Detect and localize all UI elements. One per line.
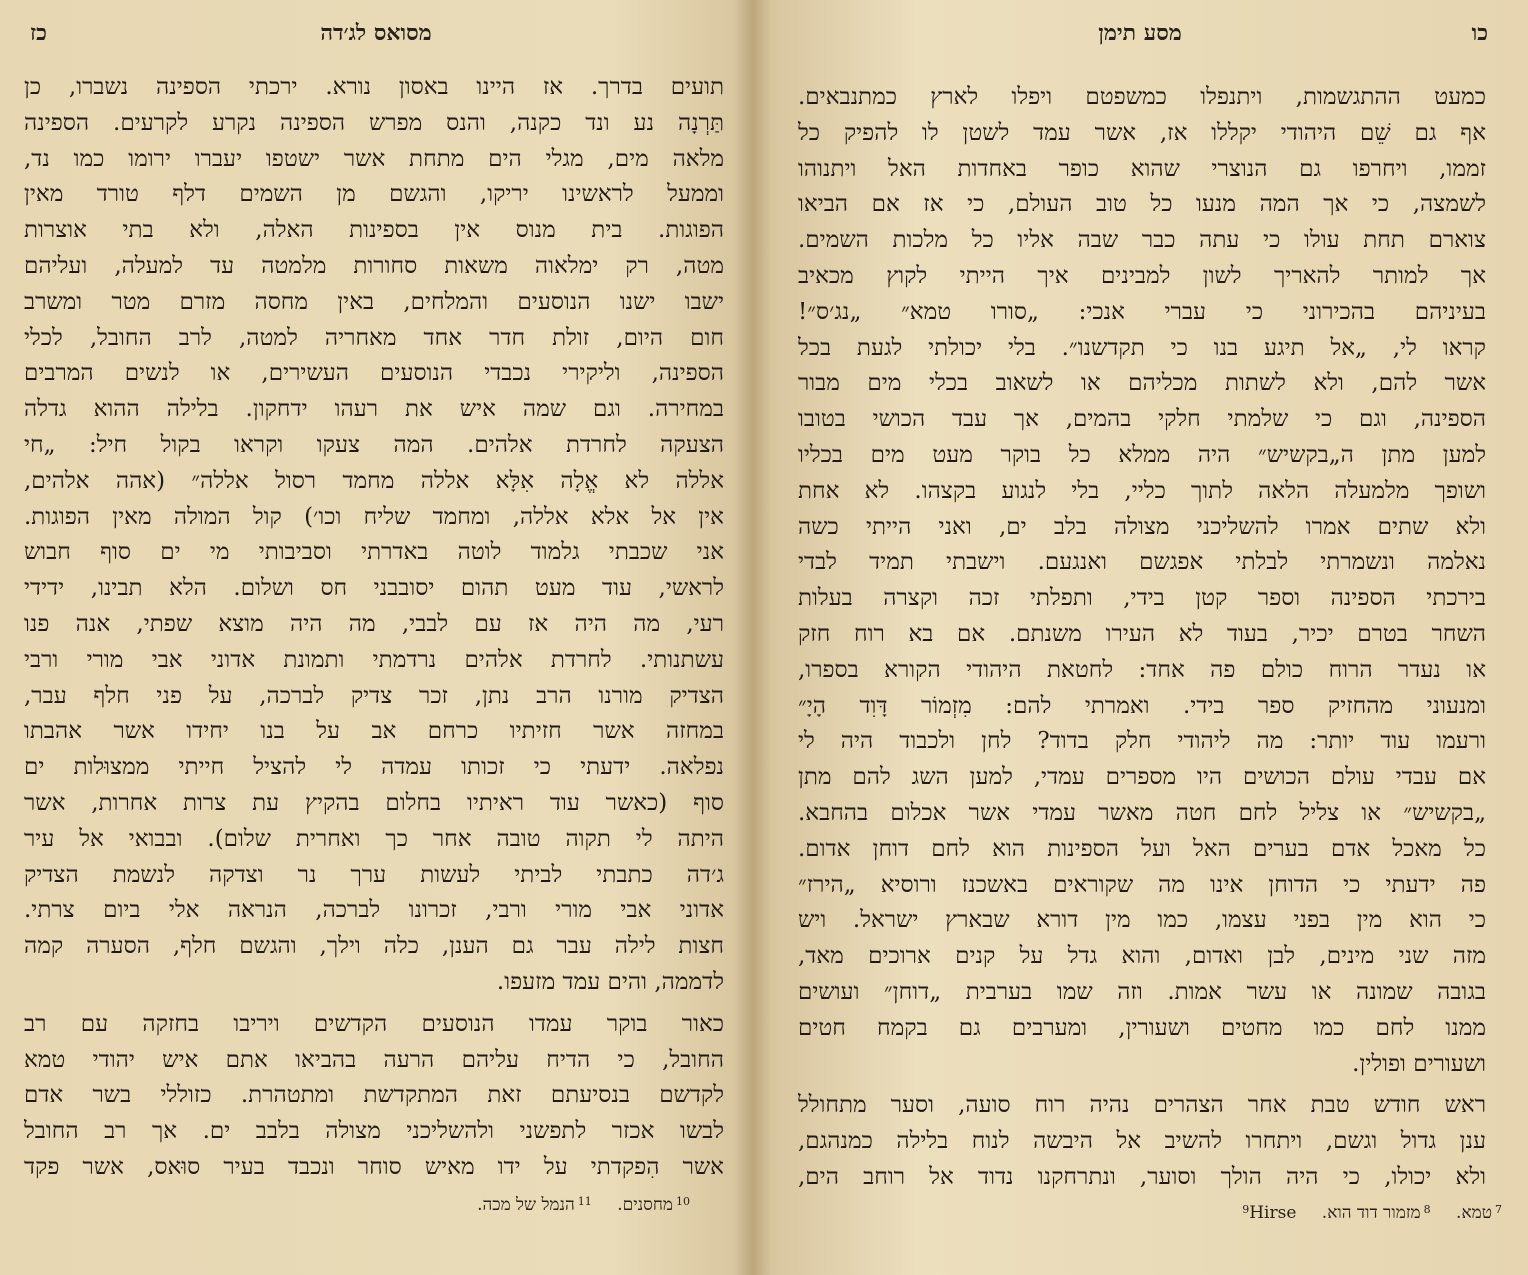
text-line: ושופך מלמעלה הלאה לתוך כליי, בלי לנגוע בקצהו. לא אחת bbox=[798, 477, 1486, 504]
text-line: היתה לי תקוה טובה אחר כך ואחרית שלום). ובבואי אל עיר bbox=[24, 825, 724, 852]
text-line: מזה שני מינים, לבן ואדום, והוא גדל על קנים ארוכים מאד, bbox=[798, 943, 1486, 970]
text-line: בגובה שמונה או עשר אמות. וזה שמו בערבית „דוחן״ ועושים bbox=[798, 978, 1486, 1005]
left-page-body bbox=[24, 70, 724, 1186]
right-page-header bbox=[792, 20, 1488, 60]
text-line: כמעט ההתגשמות, ויתנפלו כמשפטם ויפלו לארץ כמתנבאים. bbox=[798, 84, 1486, 110]
text-line: הצעקה לחרדת אלהים. המה צעקו וקראו בקול חיל: „חי bbox=[24, 431, 724, 458]
text-line: קראו לי, „אל תיגע בנו כי תקדשנו״. בלי יכולתי לגעת בכל bbox=[798, 334, 1486, 361]
text-line: זממו, ויחרפו גם הנוצרי שהוא כופר באחדות האל ויתנוהו bbox=[798, 155, 1486, 182]
text-line: מטה, רק ימלאוה משאות סחורות מלמטה עד למעלה, ועליהם bbox=[24, 252, 724, 279]
text-line: הצדיק מורנו הרב נתן, זכר צדיק לברכה, על פני חלף עבר, bbox=[24, 682, 724, 709]
text-line: מלאה מים, מגלי הים מתחת אשר ישטפו יעברו ירומו כמו נד, bbox=[24, 145, 724, 172]
text-line: אשר להם, ולא לשתות מכליהם או לשאוב בכלי מים מבור bbox=[798, 370, 1486, 397]
text-line: או נעדר הרוח כולם פה אחד: לחטאת היהודי הקורא בספרו, bbox=[798, 656, 1486, 683]
footnotes bbox=[852, 1203, 1502, 1223]
footnote: $^9$Hirse bbox=[1242, 1203, 1297, 1223]
text-line: אם עבדי עולם הכושים היו מספרים עמדי, למען השג להם מתן bbox=[798, 764, 1486, 791]
text-line: ענן גדול וגשם, ויתחרו להשיב אל היבשה לנוח בלילה כמנהגם, bbox=[798, 1128, 1486, 1155]
text-line: לדממה, והים עמד מזעפו. bbox=[496, 968, 724, 995]
text-line: צוארם תחת עולו כי עתה כבר שבה אליו כל מלכות השמים. bbox=[798, 227, 1486, 254]
text-line: ושעורים ופולין. bbox=[1352, 1050, 1486, 1077]
text-line: לבשו אכזר לתפשני ולהשליכני מצולה בלבב ים. אך רב החובל bbox=[24, 1118, 724, 1145]
footnote: $^7$טמא. bbox=[1456, 1203, 1502, 1223]
left-page-header bbox=[30, 20, 722, 60]
text-line: אף גם שֵׁם היהודי יקללו אז, אשר עמד לשטן לו להפיק כל bbox=[798, 119, 1486, 146]
text-line: חום היום, זולת חדר אחד מאחריה למטה, לרב החובל, לכלי bbox=[24, 324, 724, 351]
left-page bbox=[0, 0, 752, 1275]
text-line: אללה לא אֱלָה אִלָּא אללה מחמד רסול אללה״ (אהה אלהים, bbox=[24, 467, 724, 494]
text-line: לקדשם בנסיעתם זאת המתקדשת ומתטהרת. כזוללי בשר אדם bbox=[24, 1082, 724, 1109]
text-line: ורעמו עוד יותר: מה ליהודי חלק בדוד? לחן ולכבוד היה לי bbox=[798, 728, 1486, 755]
text-line: תועים בדרך. אז היינו באסון נורא. ירכתי הספינה נשברו, כן bbox=[24, 74, 724, 100]
text-line: למען מתן ה„בקשיש״ היה ממלא כל בוקר מעט מים בכליו bbox=[798, 441, 1486, 468]
text-line: נאלמה ונשמרתי לבלתי אפגשם ואנגעם. וישבתי תמיד לבדי bbox=[798, 549, 1486, 576]
right-page bbox=[752, 0, 1528, 1275]
text-line: ישבו ישנו הנוסעים והמלחים, באין מחסה מזרם מטר ומשרב bbox=[24, 288, 724, 315]
right-page-body bbox=[798, 80, 1486, 1196]
text-line: נפלאה. ידעתי כי זכותו עמדה לי להציל חייתי ממצוּלות ים bbox=[24, 754, 724, 781]
text-line: רעי, מה היה אז עם לבבי, מה היה מוצא שפתי, אנה פנו bbox=[24, 610, 724, 637]
text-line: הספינה, וגם כי שלמתי חלקי בהמים, אך עבד הכושי בטובו bbox=[798, 406, 1486, 433]
text-line: לראשי, עוד מעט תהום יסובבני חס ושלום. הלא תבינו, ידידי bbox=[24, 575, 724, 602]
page-number: כז bbox=[30, 20, 47, 46]
text-line: ולא יכולו, כי היה הולך וסוער, ונתרחקנו נדוד אל רוחב הים, bbox=[798, 1163, 1486, 1190]
text-line: בירכתי הספינה וספר קטן בידי, ותפלתי זכה וקצרה בעלות bbox=[798, 585, 1486, 612]
text-line: „בקשיש״ או צליל לחם חטה מאשר עמדי אשר אכלום בהחבא. bbox=[798, 799, 1486, 826]
text-line: אשר הִפקדתי על ידו מאיש סוחר ונכבד בעיר סוּאס, אשר פקד bbox=[24, 1153, 724, 1180]
text-line: כאור בוקר עמדו הנוסעים הקדשים ויריבו בחזקה עם רב bbox=[24, 1010, 724, 1037]
text-line: במחירה. וגם שמה איש את רעהו ידחקון. בלילה ההוא גדלה bbox=[24, 396, 724, 423]
text-line: אדוני אבי מורי ורבי, זכרונו לברכה, הנראה אלי ביום צרתי. bbox=[24, 897, 724, 924]
text-line: תַּרְנָה נע ונד כקנה, והנס מפרש הספינה נקרע לקרעים. הספינה bbox=[24, 109, 724, 136]
running-title: מסע תימן bbox=[1098, 20, 1182, 46]
footnote: $^{10}$מחסנים. bbox=[617, 1195, 690, 1215]
text-line: אך למותר להאריך לשון למבינים איך הייתי לקוץ מכאיב bbox=[798, 262, 1486, 289]
text-line: פה ידעתי כי הדוחן אינו מה שקוראים באשכנז ורוסיא „הירז״ bbox=[798, 871, 1486, 898]
footnote: $^8$מזמור דוד הוא. bbox=[1321, 1203, 1431, 1223]
text-line: עשתנותי. לחרדת אלהים נרדמתי ותמונת אדוני אבי מורי ורבי bbox=[24, 646, 724, 673]
text-line: במחזה אשר חזיתיו כרחם אב על בנו יחידו אשר אהבתו bbox=[24, 718, 724, 745]
text-line: ראש חודש טבת אחר הצהרים נהיה רוח סועה, וסער מתחולל bbox=[798, 1092, 1486, 1119]
text-line: ולא שתים אמרו להשליכני מצולה בלב ים, ואני הייתי כשה bbox=[798, 513, 1486, 540]
text-line: ממנו לחם כמו מחטים ושעורין, ומערבים גם בקמח חטים bbox=[798, 1014, 1486, 1041]
text-line: חצות לילה עבר גם הענן, כלה וילך, והגשם חלף, הסערה קמה bbox=[24, 933, 724, 960]
text-line: הפוגות. בית מנוס אין בספינות האלה, ולא בתי אוצרות bbox=[24, 217, 724, 244]
text-line: הספינה, וליקירי נכבדי הנוסעים העשירים, או לנשים המרבים bbox=[24, 360, 724, 387]
text-line: בעיניהם בהכירוני כי עברי אנכי: „סורו טמא״ „נג׳ס״! bbox=[798, 298, 1486, 325]
text-line: וממעל לראשינו יריקו, והגשם מן השמים דלף טורד מאין bbox=[24, 181, 724, 208]
text-line: אין אל אלא אללה, ומחמד שליח וכו׳) קול המולה מאין הפוגות. bbox=[24, 503, 724, 530]
text-line: החובל, כי הדיח עליהם הרעה בהביאו אתם איש יהודי טמא bbox=[24, 1046, 724, 1073]
page-number: כו bbox=[1471, 20, 1488, 46]
text-line: לשמצה, כי אך המה מנעו כל טוב העולם, כי אז אם הביאו bbox=[798, 191, 1486, 218]
text-line: ג׳דה כתבתי לביתי לעשות ערך נר וצדקה לנשמת הצדיק bbox=[24, 861, 724, 888]
running-title: מסואס לג׳דה bbox=[320, 20, 432, 46]
text-line: השחר בטרם יכיר, בעוד לא העירו משנתם. אם בא רוח חזק bbox=[798, 620, 1486, 647]
footnotes bbox=[330, 1195, 690, 1215]
text-line: כי הוא מין בפני עצמו, כמו מין דורא שבארץ ישראל. ויש bbox=[798, 907, 1486, 934]
text-line: סוף (כאשר עוד ראיתיו בחלום בהקיץ עת צרות אחרות, אשר bbox=[24, 789, 724, 816]
text-line: אני שכבתי גלמוד לוטה באדרתי וסביבותי מי ים סוף חבוש bbox=[24, 539, 724, 566]
footnote: $^{11}$הנמל של מכה. bbox=[477, 1195, 592, 1215]
text-line: ומנעוני מהחזיק ספר בידי. ואמרתי להם: מִזְמוֹר דָּוִד הָיָ״ bbox=[798, 692, 1486, 719]
text-line: כל מאכל אדם בערים האל ועל הספינות הוא לחם דוחן אדום. bbox=[798, 835, 1486, 862]
